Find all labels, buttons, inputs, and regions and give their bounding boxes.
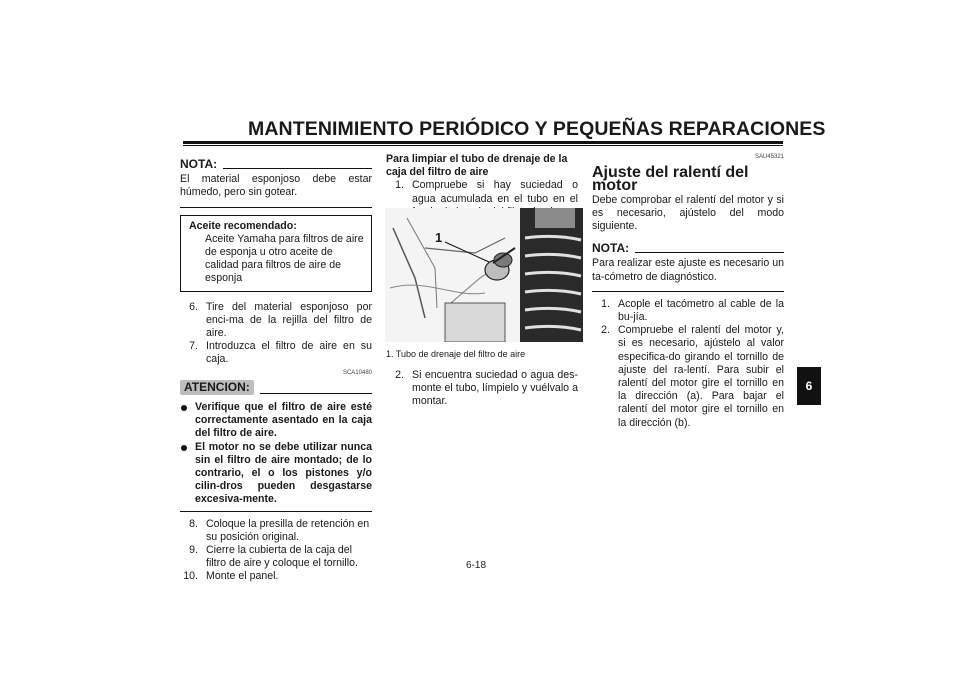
step-text: Coloque la presilla de retención en su posición original. — [206, 517, 370, 543]
step-text: Si encuentra suciedad o agua des-monte el tubo, límpielo y vuélvalo a montar. — [412, 369, 578, 408]
caution-label: ATENCION: — [180, 380, 254, 395]
section-code: SAU45321 — [754, 154, 784, 160]
list-item — [180, 570, 372, 583]
section-heading: Ajuste del ralentí del motor — [592, 164, 749, 195]
column-middle-lower — [386, 369, 578, 409]
list-item — [180, 441, 372, 507]
step-number: 10. — [183, 570, 198, 583]
drain-tube-illustration — [385, 208, 583, 342]
step-text: Acople el tacómetro al cable de la bu-jía. — [618, 297, 784, 324]
step-number: 2. — [601, 324, 610, 337]
step-text: Compruebe si hay suciedad o agua acumulada en el tubo en el — [412, 179, 578, 205]
step-number: 2. — [395, 369, 404, 381]
chapter-tab: 6 — [797, 367, 821, 405]
page-title: MANTENIMIENTO PERIÓDICO Y PEQUEÑAS REPARACIONES — [248, 118, 826, 140]
list-item — [180, 301, 372, 341]
nota-text: El material esponjoso debe estar húmedo, pero sin gotear. — [180, 173, 372, 199]
step-number: 9. — [189, 544, 198, 557]
figure-callout: 1 — [435, 230, 443, 245]
list-item — [180, 401, 372, 441]
caution-list — [180, 401, 372, 507]
step-number: 1. — [395, 179, 404, 192]
intro-text: Debe comprobar el ralentí del motor y si es necesario, ajústelo del modo siguiente. — [592, 193, 784, 233]
step-text: Tire del material esponjoso por enci-ma de la rejilla del filtro de aire. — [206, 300, 372, 340]
page-number: 6-18 — [466, 560, 487, 571]
oil-box-text: Aceite Yamaha para filtros de aire de esponja u otro aceite de calidad para filtros de aire de esponja — [205, 232, 364, 285]
list-item — [386, 369, 578, 409]
nota-end-rule — [180, 207, 372, 208]
nota-label: NOTA: — [180, 157, 218, 171]
title-rule — [183, 141, 783, 144]
nota-end-rule — [592, 291, 784, 292]
steps-a — [180, 301, 372, 367]
step-number: 8. — [189, 517, 198, 530]
caution-end-rule — [180, 511, 372, 512]
bullet-icon — [181, 405, 187, 411]
caution-code: SCA10480 — [342, 369, 372, 376]
oil-box-label: Aceite recomendado: — [189, 219, 297, 232]
steps — [592, 298, 784, 430]
step-number: 1. — [601, 297, 610, 310]
nota-heading — [592, 242, 784, 255]
section-heading: Para limpiar el tubo de drenaje de la caja del filtro de aire — [386, 153, 568, 179]
bullet-icon — [181, 445, 187, 451]
steps-b — [180, 518, 372, 584]
drain-tube-figure — [385, 208, 583, 342]
step-text: Cierre la cubierta de la caja del filtro de aire y coloque el tornillo. — [206, 544, 358, 570]
caution-text: El motor no se debe utilizar nunca sin el filtro de aire montado; de lo contrario, el o los pistones y/o cilin-dros pueden desgastarse excesiva-mente. — [195, 440, 372, 506]
step-text: Compruebe el ralentí del motor y, si es necesario, ajústelo al valor especifica-do girando el tornillo de ajuste del ra-lentí. Para subir el ralentí del motor gire el tornillo en la dirección (a). Para bajar el ralentí del motor gire el tornillo en la dirección (b). — [618, 324, 784, 429]
column-left — [180, 158, 372, 584]
list-item — [180, 518, 372, 544]
recommended-oil-box — [180, 215, 372, 292]
list-item — [180, 544, 372, 570]
step-text: Introduzca el filtro de aire en su caja. — [206, 340, 372, 366]
list-item — [592, 324, 784, 430]
caution-text: Verifique que el filtro de aire esté correctamente asentado en la caja del filtro de aire. — [195, 401, 372, 440]
nota-text: Para realizar este ajuste es necesario un ta-cómetro de diagnóstico. — [592, 257, 784, 283]
step-number: 7. — [189, 340, 198, 353]
list-item — [592, 298, 784, 324]
caution-heading — [180, 380, 372, 395]
nota-label: NOTA: — [592, 241, 630, 256]
title-rule-thin — [183, 145, 783, 146]
figure-caption: 1. Tubo de drenaje del filtro de aire — [386, 349, 526, 359]
step-text: Monte el panel. — [206, 570, 279, 583]
nota-heading — [180, 158, 372, 171]
column-right — [592, 151, 784, 430]
step-number: 6. — [189, 300, 198, 313]
list-item — [180, 340, 372, 366]
